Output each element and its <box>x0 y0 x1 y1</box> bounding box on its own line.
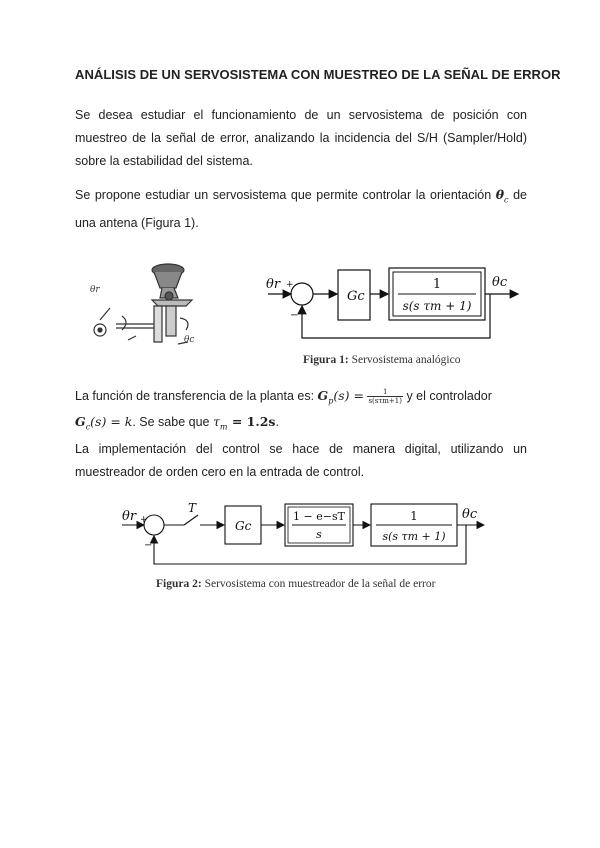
fig2-plus-sign: + <box>140 515 148 525</box>
fig1-summing-junction <box>291 283 313 305</box>
controller-sentence-end: . <box>275 415 279 429</box>
fig2-plant-denominator: s(s τm + 1) <box>382 530 446 543</box>
figure2-block-diagram <box>118 500 488 572</box>
antenna-label-theta-r: θr <box>90 285 100 295</box>
fig2-zoh-numerator: 1 − e−sT <box>293 510 345 523</box>
fig2-summing-junction <box>144 515 164 535</box>
tau-subscript: m <box>219 422 228 432</box>
figure2-caption <box>156 578 435 590</box>
gc-equation: (s) = k <box>90 414 133 429</box>
fig1-input-label: θr <box>266 277 281 292</box>
plant-sentence-after: y el controlador <box>406 389 492 403</box>
controller-sentence <box>75 412 527 438</box>
fig2-output-label: θc <box>462 507 478 522</box>
fig2-zoh-denominator: s <box>316 528 322 541</box>
antenna-label-theta-c: θc <box>184 335 195 345</box>
gp-subscript: p <box>328 396 334 406</box>
theta-c-symbol: θ <box>495 187 505 202</box>
paragraph-intro: Se desea estudiar el funcionamiento de un servosistema de posición con muestreo de la señal de error, analizando la incidencia del S/H (Sampler/Hold) sobre la estabilidad del sistema. <box>75 108 527 168</box>
figure1-caption-text: Servosistema analógico <box>351 354 461 366</box>
plant-fraction-denominator: s(sτm+1) <box>368 397 402 406</box>
paragraph-implementation: La implementación del control se hace de manera digital, utilizando un muestreador de orden cero en la entrada de control. <box>75 442 527 479</box>
tau-symbol: τ <box>212 414 220 429</box>
theta-c-subscript: c <box>504 195 509 205</box>
plant-sentence-before: La función de transferencia de la planta es: <box>75 389 315 403</box>
fig1-output-label: θc <box>492 275 508 290</box>
tau-value: = 1.2s <box>227 414 276 429</box>
paragraph-antenna-before: Se propone estudiar un servosistema que permite controlar la orientación <box>75 188 492 202</box>
plant-fraction <box>367 388 402 405</box>
plant-transfer-sentence <box>75 386 527 412</box>
antenna-drawing <box>82 258 222 358</box>
fig2-sampler-label: T <box>188 501 197 515</box>
controller-sentence-middle: . Se sabe que <box>132 415 210 429</box>
page-title: ANÁLISIS DE UN SERVOSISTEMA CON MUESTREO DE LA SEÑAL DE ERROR <box>75 67 561 82</box>
paragraph-antenna <box>75 183 527 235</box>
fig2-minus-sign: − <box>144 540 153 551</box>
figure2-caption-label: Figura 2: <box>156 578 202 590</box>
fig1-controller-label: Gc <box>347 289 365 304</box>
fig2-input-label: θr <box>122 509 137 524</box>
figure1-caption-label: Figura 1: <box>303 354 349 366</box>
figure1-caption <box>303 354 460 366</box>
fig2-sampler-switch <box>184 515 198 525</box>
fig1-minus-sign: − <box>290 310 299 321</box>
gc-symbol: G <box>75 414 86 429</box>
fig2-controller-label: Gc <box>235 519 252 533</box>
figure2-caption-text: Servosistema con muestreador de la señal de error <box>204 578 436 590</box>
figure1-block-diagram <box>262 262 524 342</box>
gp-symbol: G <box>317 388 329 403</box>
gp-argument: (s) = <box>333 388 364 403</box>
fig2-plant-numerator: 1 <box>410 509 418 523</box>
plant-fraction-numerator: 1 <box>367 388 402 397</box>
fig1-plant-denominator: s(s τm + 1) <box>402 299 472 313</box>
fig1-plant-numerator: 1 <box>432 277 442 292</box>
gc-subscript: c <box>85 422 91 432</box>
fig1-plus-sign: + <box>286 280 294 290</box>
paragraph-antenna-after: de una antena (Figura 1). <box>75 188 527 230</box>
